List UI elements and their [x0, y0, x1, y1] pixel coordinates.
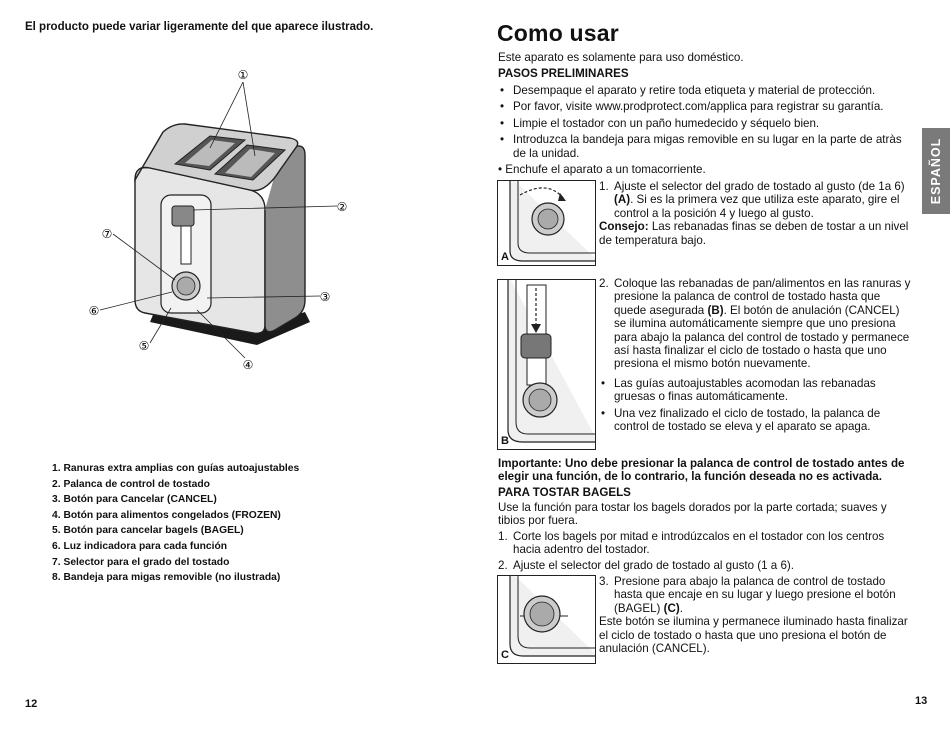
step-number: 1.	[599, 180, 609, 193]
step-number: 1.	[498, 530, 508, 543]
list-item: • Desempaque el aparato y retire toda etiqueta y material de protección.	[498, 84, 910, 97]
parts-list-item: 6. Luz indicadora para cada función	[52, 540, 228, 552]
step-text: Corte los bagels por mitad e introdúzcalos en el tostador con los centros hacia adentro del tostador.	[513, 530, 885, 557]
figure-a	[497, 180, 596, 266]
figure-label: A	[501, 251, 509, 263]
step-number: 3.	[599, 575, 609, 588]
plug-instruction: • Enchufe el aparato a un tomacorriente.	[498, 163, 706, 176]
callout-7: ⑦	[101, 227, 113, 241]
bagels-intro: Use la función para tostar los bagels dorados por la parte cortada; suaves y tibios por fuera.	[498, 501, 887, 528]
step-text: . Si es la primera vez que utiliza este aparato, gire el control a la posición 4 y luego al gusto.	[614, 193, 900, 220]
language-tab	[922, 128, 950, 214]
step-2	[599, 277, 913, 436]
parts-list-item: 4. Botón para alimentos congelados (FROZEN)	[52, 509, 281, 521]
page-number-left: 12	[25, 698, 38, 710]
parts-list-item: 2. Palanca de control de tostado	[52, 478, 210, 490]
list-item: • Las guías autoajustables acomodan las rebanadas gruesas o finas automáticamente.	[599, 377, 913, 404]
parts-list-item: 8. Bandeja para migas removible (no ilustrada)	[52, 572, 281, 584]
list-item: • Introduzca la bandeja para migas removible en su lugar en la parte de atràs de la unidad.	[498, 133, 910, 160]
page-title: Como usar	[497, 20, 619, 46]
step-text: Ajuste el selector del grado de tostado al gusto (1 a 6).	[513, 558, 794, 572]
tip-label: Consejo:	[599, 220, 649, 234]
figure-ref: (C)	[663, 601, 680, 615]
step-text: .	[679, 601, 683, 615]
figure-label: B	[501, 435, 509, 447]
step-number: 2.	[599, 277, 609, 290]
intro-text: Este aparato es solamente para uso doméstico.	[498, 51, 744, 64]
list-item: • Una vez finalizado el ciclo de tostado, la palanca de control de tostado se eleva y el aparato se apaga.	[599, 407, 913, 434]
step-1	[599, 180, 913, 247]
bagel-after-text: Este botón se ilumina y permanece iluminado hasta finalizar el ciclo de tostado o hasta que uno presiona el botón de anulación (CANCEL).	[599, 615, 908, 656]
figure-c	[497, 575, 596, 664]
parts-list-item: 7. Selector para el grado del tostado	[52, 556, 230, 568]
callout-6: ⑥	[88, 304, 100, 318]
parts-list-item: 1. Ranuras extra amplias con guías autoajustables	[52, 463, 300, 474]
parts-list	[52, 461, 299, 586]
figure-ref: (B)	[707, 303, 724, 317]
tip-text: Las rebanadas finas se deben de tostar a un nivel de temperatura bajo.	[599, 220, 909, 247]
product-note: El producto puede variar ligeramente del que aparece ilustrado.	[25, 21, 374, 33]
callout-5: ⑤	[138, 339, 150, 353]
language-tab-label: ESPAÑOL	[929, 137, 943, 205]
prelim-list	[498, 84, 910, 163]
parts-list-item: 5. Botón para cancelar bagels (BAGEL)	[52, 525, 244, 537]
bagels-heading: PARA TOSTAR BAGELS	[498, 486, 631, 499]
callout-2: ②	[336, 200, 348, 214]
toaster-illustration	[85, 60, 375, 380]
list-item: • Por favor, visite www.prodprotect.com/applica para registrar su garantía.	[498, 100, 910, 113]
important-note: Importante: Uno debe presionar la palanca de control de tostado antes de elegir una función, de lo contrario, la función deseada no es activada.	[498, 457, 905, 484]
step-text: . El botón de anulación (CANCEL) se ilumina automáticamente siempre que uno presiona para abajo la palanca del control de tostado y permanece así hasta finalizar el ciclo de tostado o hasta que uno presiona el mismo botón nuevamente.	[614, 303, 910, 371]
parts-list-item: 3. Botón para Cancelar (CANCEL)	[52, 494, 217, 506]
step-text: Ajuste el selector del grado de tostado al gusto (de 1a 6)	[614, 180, 905, 193]
figure-ref: (A)	[614, 193, 631, 207]
callout-3: ③	[319, 290, 331, 304]
bagel-step-3	[599, 575, 913, 655]
step-text: Presione para abajo la palanca de control de tostado hasta que encaje en su lugar y luego presione el botón (BAGEL)	[614, 575, 896, 615]
callout-4: ④	[242, 358, 254, 372]
list-item: • Limpie el tostador con un paño humedecido y séquelo bien.	[498, 117, 910, 130]
figure-b	[497, 279, 596, 450]
prelim-heading: PASOS PRELIMINARES	[498, 67, 629, 80]
step-text: Coloque las rebanadas de pan/alimentos en las ranuras y presione la palanca de control de tostado hasta que quede asegurada	[614, 277, 911, 317]
step-2-notes	[599, 377, 913, 434]
callout-1: ①	[237, 68, 249, 82]
figure-label: C	[501, 649, 509, 661]
bagel-steps	[498, 530, 910, 572]
step-number: 2.	[498, 558, 508, 572]
page-number-right: 13	[915, 695, 928, 707]
